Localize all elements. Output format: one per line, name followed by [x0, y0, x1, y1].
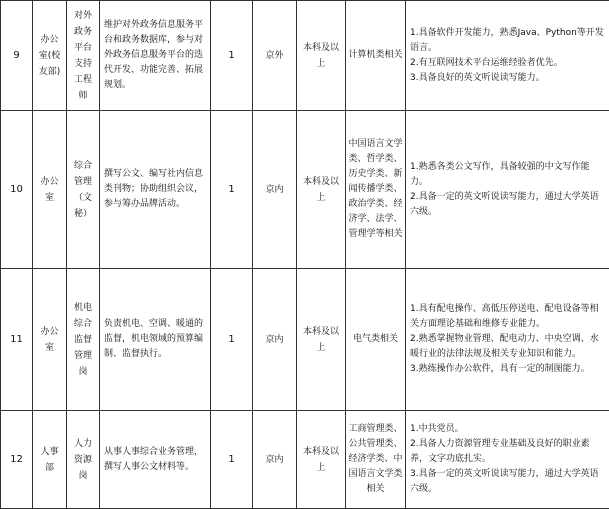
work-location: 京内: [253, 111, 297, 269]
headcount: 1: [211, 411, 253, 509]
department: 办公室: [33, 111, 67, 269]
requirement-line: 2.具备人力资源管理专业基础及良好的职业素养，文字功底扎实。: [410, 437, 605, 467]
major: 中国语言文学类、哲学类、历史学类、新闻传播学类、政治学类、经济学、法学、管理学等相关: [346, 111, 406, 269]
table-row: [1, 411, 609, 509]
requirement-line: 3.具备良好的英文听说读写能力。: [410, 71, 605, 86]
headcount: 1: [211, 1, 253, 111]
table-row: [1, 1, 609, 111]
requirement-line: 1.具备软件开发能力，熟悉Java、Python等开发语言。: [410, 26, 605, 56]
requirement-line: 1.中共党员。: [410, 422, 605, 437]
requirement-line: 2.有互联网技术平台运维经验者优先。: [410, 56, 605, 71]
row-number: 11: [1, 269, 33, 411]
education: 本科及以上: [297, 269, 346, 411]
requirement-line: 3.熟练操作办公软件，具有一定的制图能力。: [410, 362, 605, 377]
job-duty: 负责机电、空调、暖通的监督，机电领域的预算编制、监督执行。: [100, 269, 211, 411]
job-duty: 撰写公文、编写社内信息类刊物；协助组织会议，参与筹办品牌活动。: [100, 111, 211, 269]
post-name: 对外政务平台支持工程师: [67, 1, 100, 111]
row-number: 9: [1, 1, 33, 111]
education: 本科及以上: [297, 1, 346, 111]
post-name: 机电综合监督管理岗: [67, 269, 100, 411]
headcount: 1: [211, 111, 253, 269]
table-row: [1, 269, 609, 411]
education: 本科及以上: [297, 411, 346, 509]
requirement-line: 1.具有配电操作、高低压停送电、配电设备等相关方面理论基础和维修专业能力。: [410, 302, 605, 332]
requirements: [406, 269, 609, 411]
row-number: 12: [1, 411, 33, 509]
job-duty: 从事人事综合业务管理，撰写人事公文材料等。: [100, 411, 211, 509]
table-row: [1, 111, 609, 269]
department: 办公室(校友部): [33, 1, 67, 111]
headcount: 1: [211, 269, 253, 411]
requirement-line: 2.熟悉掌握物业管理、配电动力、中央空调、水暖行业的法律法规及相关专业知识和能力。: [410, 332, 605, 362]
work-location: 京内: [253, 269, 297, 411]
post-name: 人力资源岗: [67, 411, 100, 509]
requirement-line: 1.熟悉各类公文写作，具备较强的中文写作能力。: [410, 160, 605, 190]
work-location: 京外: [253, 1, 297, 111]
row-number: 10: [1, 111, 33, 269]
requirement-line: 2.具备一定的英文听说读写能力，通过大学英语六级。: [410, 190, 605, 220]
job-duty: 维护对外政务信息服务平台和政务数据库，参与对外政务信息服务平台的迭代开发、功能完善、拓展规划。: [100, 1, 211, 111]
requirements: [406, 411, 609, 509]
major: 工商管理类、公共管理类、经济学类、中国语言文学类相关: [346, 411, 406, 509]
requirement-line: 3.具备一定的英文听说读写能力，通过大学英语六级。: [410, 467, 605, 497]
post-name: 综合管理（文秘）: [67, 111, 100, 269]
major: 计算机类相关: [346, 1, 406, 111]
major: 电气类相关: [346, 269, 406, 411]
requirements: [406, 111, 609, 269]
education: 本科及以上: [297, 111, 346, 269]
requirements: [406, 1, 609, 111]
department: 办公室: [33, 269, 67, 411]
work-location: 京内: [253, 411, 297, 509]
department: 人事部: [33, 411, 67, 509]
